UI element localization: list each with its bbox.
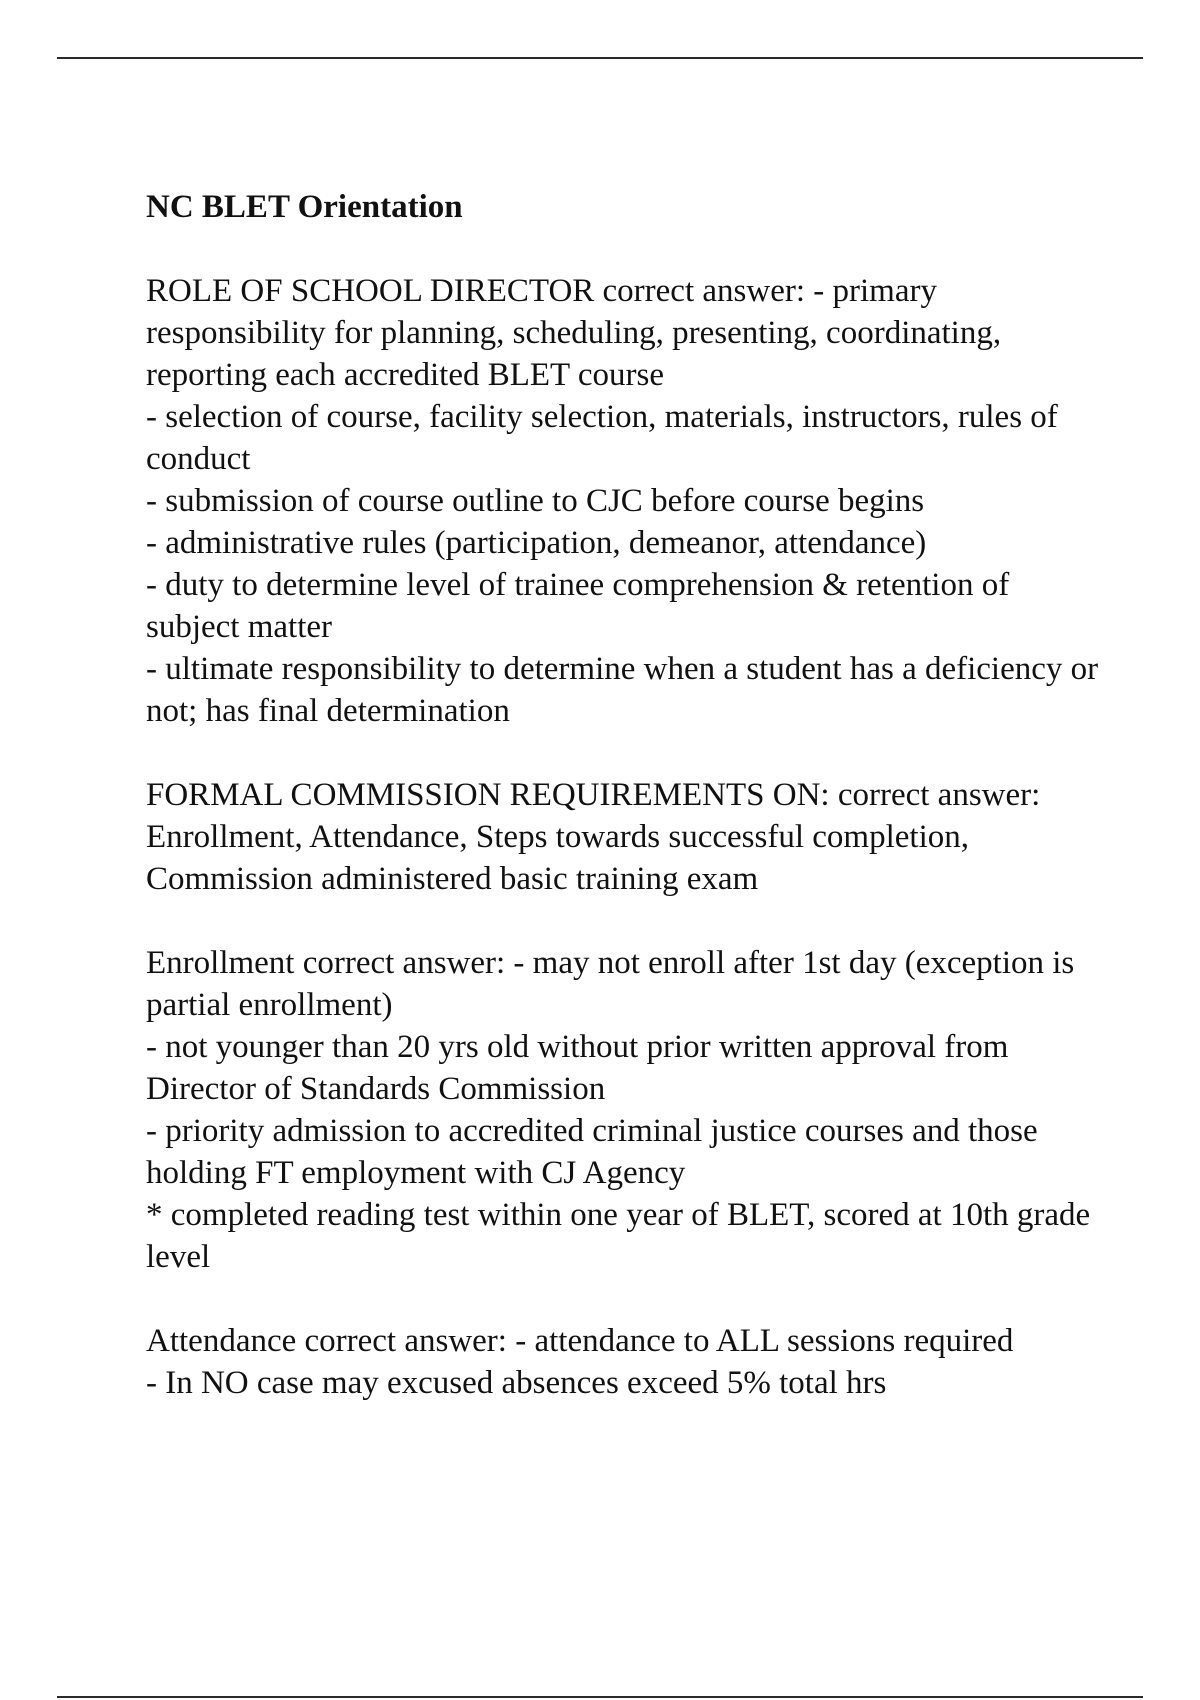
text-line: - not younger than 20 yrs old without prior written approval from Director of Standards Commission <box>146 1029 1009 1107</box>
section-enrollment <box>146 942 1106 1278</box>
section-attendance <box>146 1320 1106 1404</box>
text-line: - In NO case may excused absences exceed 5% total hrs <box>146 1365 887 1401</box>
text-line: - duty to determine level of trainee comprehension & retention of subject matter <box>146 567 1010 645</box>
text-line: - selection of course, facility selection, materials, instructors, rules of conduct <box>146 399 1058 477</box>
document-body <box>146 186 1106 1446</box>
text-line: - ultimate responsibility to determine when a student has a deficiency or not; has final determination <box>146 651 1099 729</box>
top-rule <box>57 57 1143 59</box>
section-formal-commission-requirements <box>146 774 1106 900</box>
text-line: Enrollment correct answer: - may not enroll after 1st day (exception is partial enrollment) <box>146 945 1075 1023</box>
text-line: ROLE OF SCHOOL DIRECTOR correct answer: - primary responsibility for planning, scheduling, presenting, coordinating, reporting each accredited BLET course <box>146 273 1002 393</box>
text-line: FORMAL COMMISSION REQUIREMENTS ON: correct answer: Enrollment, Attendance, Steps towards successful completion, Commission administered basic training exam <box>146 777 1041 897</box>
text-line: - administrative rules (participation, demeanor, attendance) <box>146 525 927 561</box>
bottom-rule <box>57 1696 1143 1698</box>
text-line: Attendance correct answer: - attendance to ALL sessions required <box>146 1323 1014 1359</box>
text-line: - priority admission to accredited criminal justice courses and those holding FT employment with CJ Agency <box>146 1113 1038 1191</box>
text-line: - submission of course outline to CJC before course begins <box>146 483 925 519</box>
section-role-of-school-director <box>146 270 1106 732</box>
document-title: NC BLET Orientation <box>146 189 463 225</box>
text-line: * completed reading test within one year of BLET, scored at 10th grade level <box>146 1197 1091 1275</box>
